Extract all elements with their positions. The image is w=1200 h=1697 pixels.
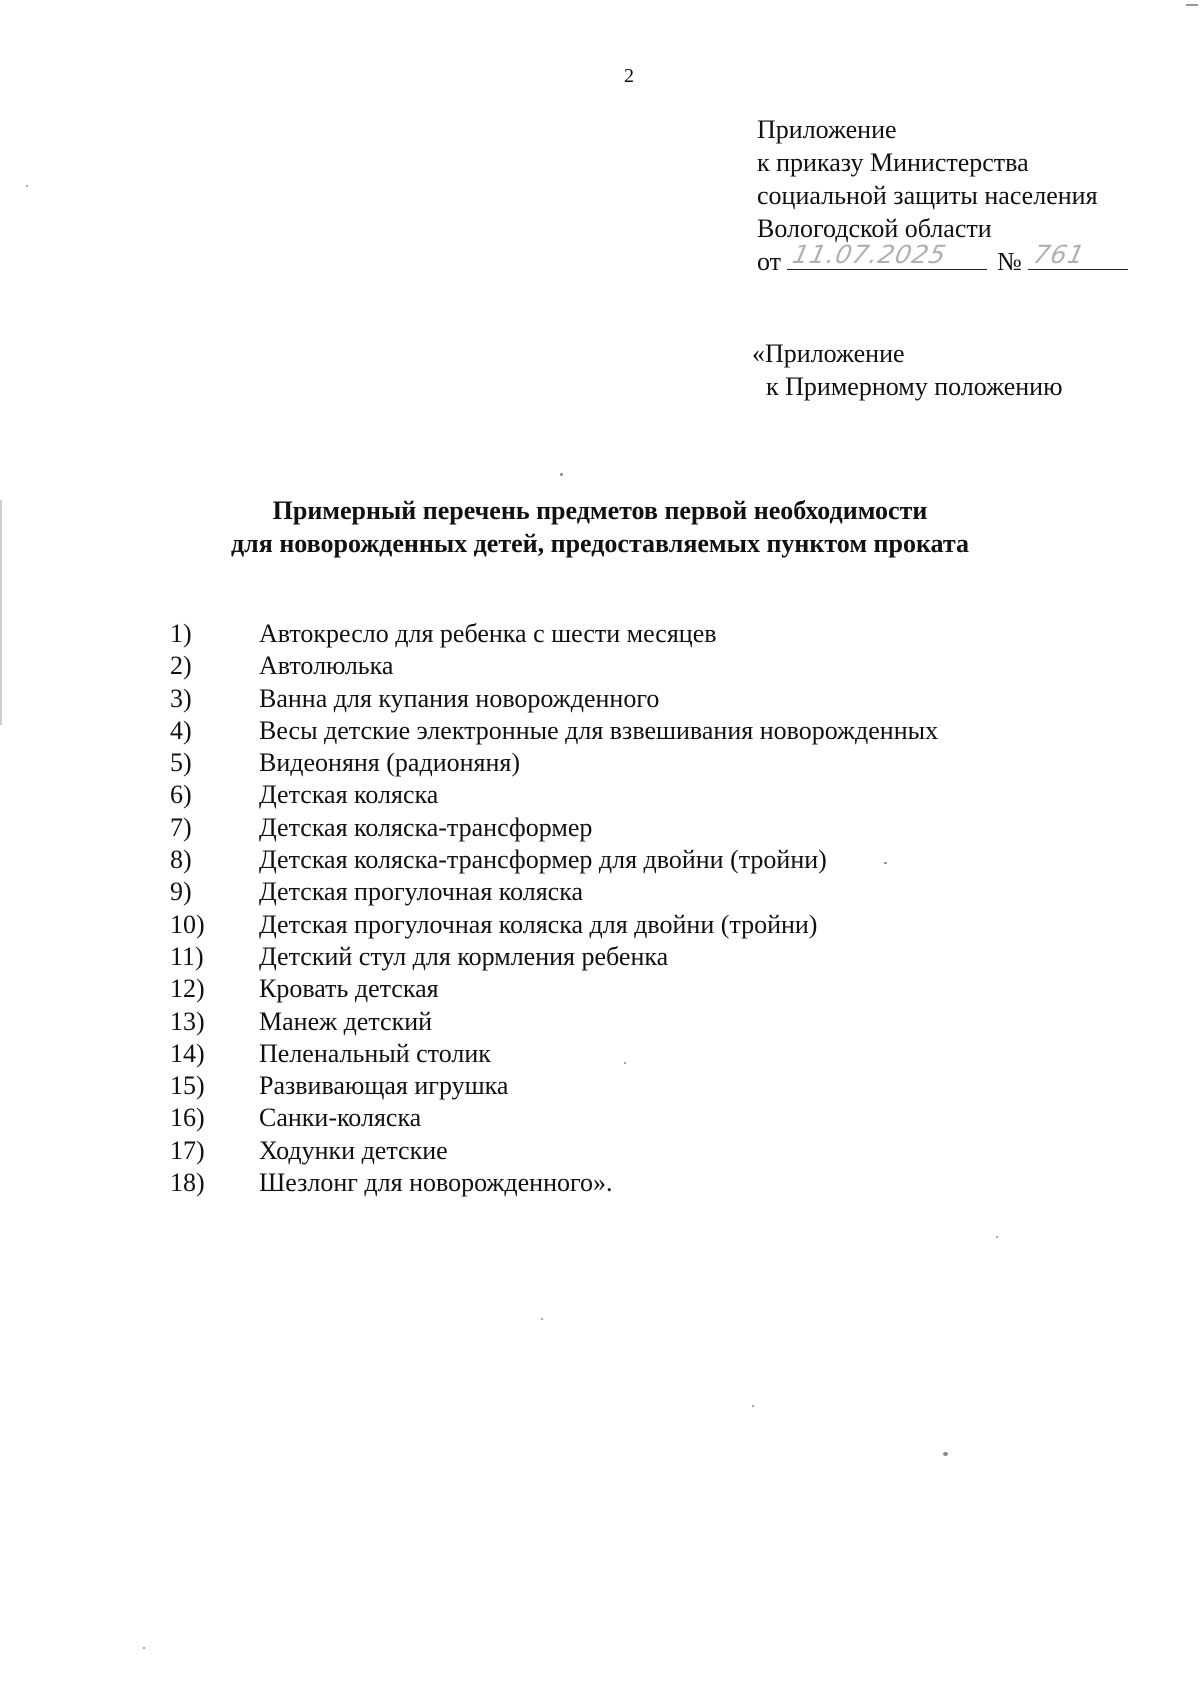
item-text: Развивающая игрушка bbox=[259, 1071, 509, 1101]
scan-speck bbox=[996, 1236, 998, 1238]
item-text: Видеоняня (радионяня) bbox=[259, 748, 521, 778]
list-item bbox=[170, 1006, 1070, 1038]
scan-speck bbox=[560, 473, 563, 476]
item-number: 11) bbox=[170, 941, 204, 971]
previous-appendix-line: к Примерному положению bbox=[766, 372, 1063, 401]
list-item bbox=[170, 812, 1070, 844]
scan-speck bbox=[541, 1318, 543, 1320]
item-text: Ванна для купания новорожденного bbox=[259, 683, 660, 713]
list-item bbox=[170, 1070, 1070, 1102]
item-text: Детская коляска bbox=[259, 780, 439, 810]
item-number: 7) bbox=[170, 812, 192, 842]
previous-appendix-reference bbox=[752, 337, 1172, 403]
scan-edge-shadow bbox=[0, 500, 2, 725]
scan-speck bbox=[26, 185, 28, 187]
list-item bbox=[170, 650, 1070, 682]
item-number: 1) bbox=[170, 619, 192, 648]
item-number: 15) bbox=[170, 1071, 205, 1101]
scan-speck bbox=[143, 1647, 145, 1649]
item-text: Детская прогулочная коляска bbox=[259, 877, 583, 907]
item-text: Санки-коляска bbox=[259, 1103, 422, 1133]
appendix-line: Приложение bbox=[757, 115, 897, 144]
item-number: 18) bbox=[170, 1168, 205, 1198]
scan-speck bbox=[884, 862, 887, 864]
list-item bbox=[170, 909, 1070, 941]
item-number: 17) bbox=[170, 1135, 205, 1165]
list-item bbox=[170, 618, 1070, 650]
date-blank bbox=[787, 240, 987, 270]
item-text: Весы детские электронные для взвешивания новорожденных bbox=[259, 715, 939, 745]
items-list bbox=[170, 618, 1070, 1199]
list-item bbox=[170, 844, 1070, 876]
handwritten-number: 761 bbox=[1030, 240, 1088, 269]
item-number: 2) bbox=[170, 651, 192, 681]
item-number: 16) bbox=[170, 1103, 205, 1133]
item-number: 4) bbox=[170, 715, 192, 745]
date-prefix: от bbox=[757, 247, 782, 276]
item-text: Пеленальный столик bbox=[259, 1038, 491, 1068]
item-text: Манеж детский bbox=[259, 1006, 433, 1036]
list-item bbox=[170, 779, 1070, 811]
title-line: для новорожденных детей, предоставляемых пунктом проката bbox=[231, 529, 969, 558]
list-item bbox=[170, 1038, 1070, 1070]
list-item bbox=[170, 973, 1070, 1005]
list-item bbox=[170, 1167, 1070, 1199]
item-number: 14) bbox=[170, 1038, 205, 1068]
item-text: Кровать детская bbox=[259, 974, 439, 1004]
order-date-number-line bbox=[757, 240, 1177, 278]
number-blank bbox=[1028, 240, 1128, 270]
document-title bbox=[150, 494, 1050, 560]
item-text: Детская коляска-трансформер bbox=[259, 812, 593, 842]
item-text: Детская коляска-трансформер для двойни (тройни) bbox=[259, 845, 827, 875]
scan-speck bbox=[943, 1452, 948, 1456]
item-number: 8) bbox=[170, 845, 192, 875]
list-item bbox=[170, 715, 1070, 747]
number-label: № bbox=[997, 247, 1022, 276]
list-item bbox=[170, 747, 1070, 779]
item-number: 6) bbox=[170, 780, 192, 810]
item-number: 3) bbox=[170, 683, 192, 713]
item-text: Автокресло для ребенка с шести месяцев bbox=[259, 619, 717, 648]
item-text: Детский стул для кормления ребенка bbox=[259, 941, 669, 971]
item-number: 10) bbox=[170, 909, 205, 939]
title-line: Примерный перечень предметов первой необходимости bbox=[272, 496, 928, 525]
list-item bbox=[170, 1135, 1070, 1167]
scan-corner-mark bbox=[1186, 4, 1198, 6]
list-item bbox=[170, 683, 1070, 715]
item-text: Детская прогулочная коляска для двойни (тройни) bbox=[259, 909, 818, 939]
appendix-header bbox=[757, 113, 1177, 278]
appendix-line: к приказу Министерства bbox=[757, 148, 1029, 177]
item-text: Автолюлька bbox=[259, 651, 394, 681]
item-text: Ходунки детские bbox=[259, 1135, 448, 1165]
page-number: 2 bbox=[624, 65, 634, 87]
scan-speck bbox=[624, 1062, 626, 1064]
item-text: Шезлонг для новорожденного». bbox=[259, 1168, 613, 1198]
item-number: 13) bbox=[170, 1006, 205, 1036]
item-number: 9) bbox=[170, 877, 192, 907]
item-number: 12) bbox=[170, 974, 205, 1004]
list-item bbox=[170, 1102, 1070, 1134]
previous-appendix-line: «Приложение bbox=[752, 339, 905, 368]
scan-speck bbox=[752, 1405, 754, 1407]
item-number: 5) bbox=[170, 748, 192, 778]
list-item bbox=[170, 941, 1070, 973]
appendix-line: Вологодской области bbox=[757, 214, 992, 243]
appendix-line: социальной защиты населения bbox=[757, 181, 1098, 210]
handwritten-date: 11.07.2025 bbox=[789, 240, 950, 269]
list-item bbox=[170, 876, 1070, 908]
